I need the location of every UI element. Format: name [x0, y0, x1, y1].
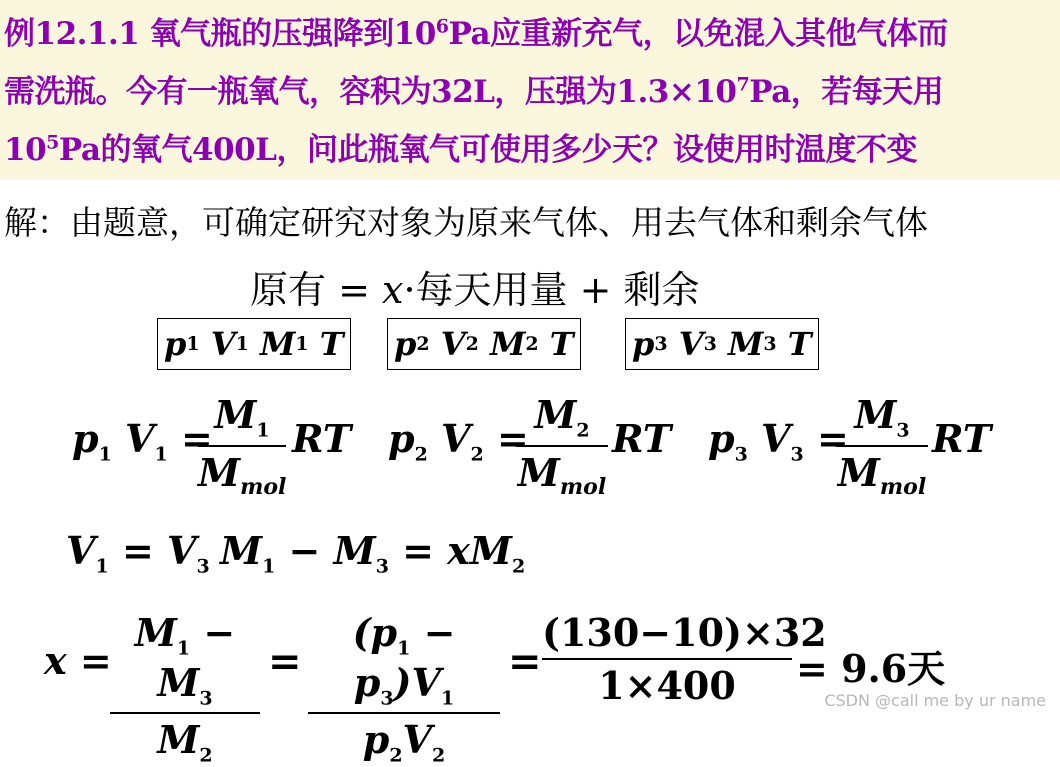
state-eq-2-fraction: $M_2$ $M_{mol}$ — [517, 392, 607, 500]
state-eq-2-rt: RT — [612, 416, 672, 461]
problem-line-1: 例12.1.1 氧气瓶的压强降到$10^6Pa$应重新充气，以免混入其他气体而 — [4, 15, 948, 52]
state-eq-3-lhs: $p_3$ $V_3$ = — [708, 416, 849, 466]
final-result: = 9.6天 — [796, 646, 946, 691]
problem-line-2: 需洗瓶。今有一瓶氧气，容积为32L，压强为$1.3\times 10^7Pa$，若每天用 — [4, 73, 944, 110]
state-eq-2-lhs: $p_2$ $V_2$ = — [388, 416, 529, 466]
final-fraction-3: (130−10)×32 1×400 — [542, 610, 827, 708]
state-eq-3-rt: RT — [932, 416, 992, 461]
solution-intro: 解：由题意，可确定研究对象为原来气体、用去气体和剩余气体 — [4, 203, 928, 242]
equals-sign-1: = — [268, 638, 302, 685]
state-box-2: p 2 V 2 M 2 T — [387, 318, 581, 370]
state-box-1: p 1 V 1 M 1 T — [157, 318, 351, 370]
equals-sign-2: = — [508, 638, 542, 685]
state-eq-1-fraction: $M_1$ $M_{mol}$ — [198, 392, 287, 500]
csdn-watermark: CSDN @call me by ur name — [824, 691, 1046, 710]
word-equation: 原有 = x·每天用量 + 剩余 — [250, 268, 700, 312]
final-x: x = — [44, 638, 112, 683]
state-eq-3-fraction: $M_3$ $M_{mol}$ — [837, 392, 927, 500]
problem-statement — [0, 0, 1060, 180]
state-box-3: p 3 V 3 M 3 T — [625, 318, 819, 370]
state-eq-1-rt: RT — [292, 416, 352, 461]
relation-mass: $M_1 - M_3 = xM_2$ — [220, 528, 526, 578]
final-fraction-2: $(p_1 - p_3)V_1$ $p_2V_2$ — [308, 610, 500, 767]
final-fraction-1: $M_1 - M_3$ $M_2$ — [110, 610, 260, 767]
relation-volume: $V_1 = V_3$ — [66, 528, 210, 578]
problem-line-3: $10^5Pa$的氧气400L，问此瓶氧气可使用多少天？设使用时温度不变 — [4, 131, 917, 168]
state-eq-1-lhs: $p_1$ $V_1$ = — [72, 416, 213, 466]
